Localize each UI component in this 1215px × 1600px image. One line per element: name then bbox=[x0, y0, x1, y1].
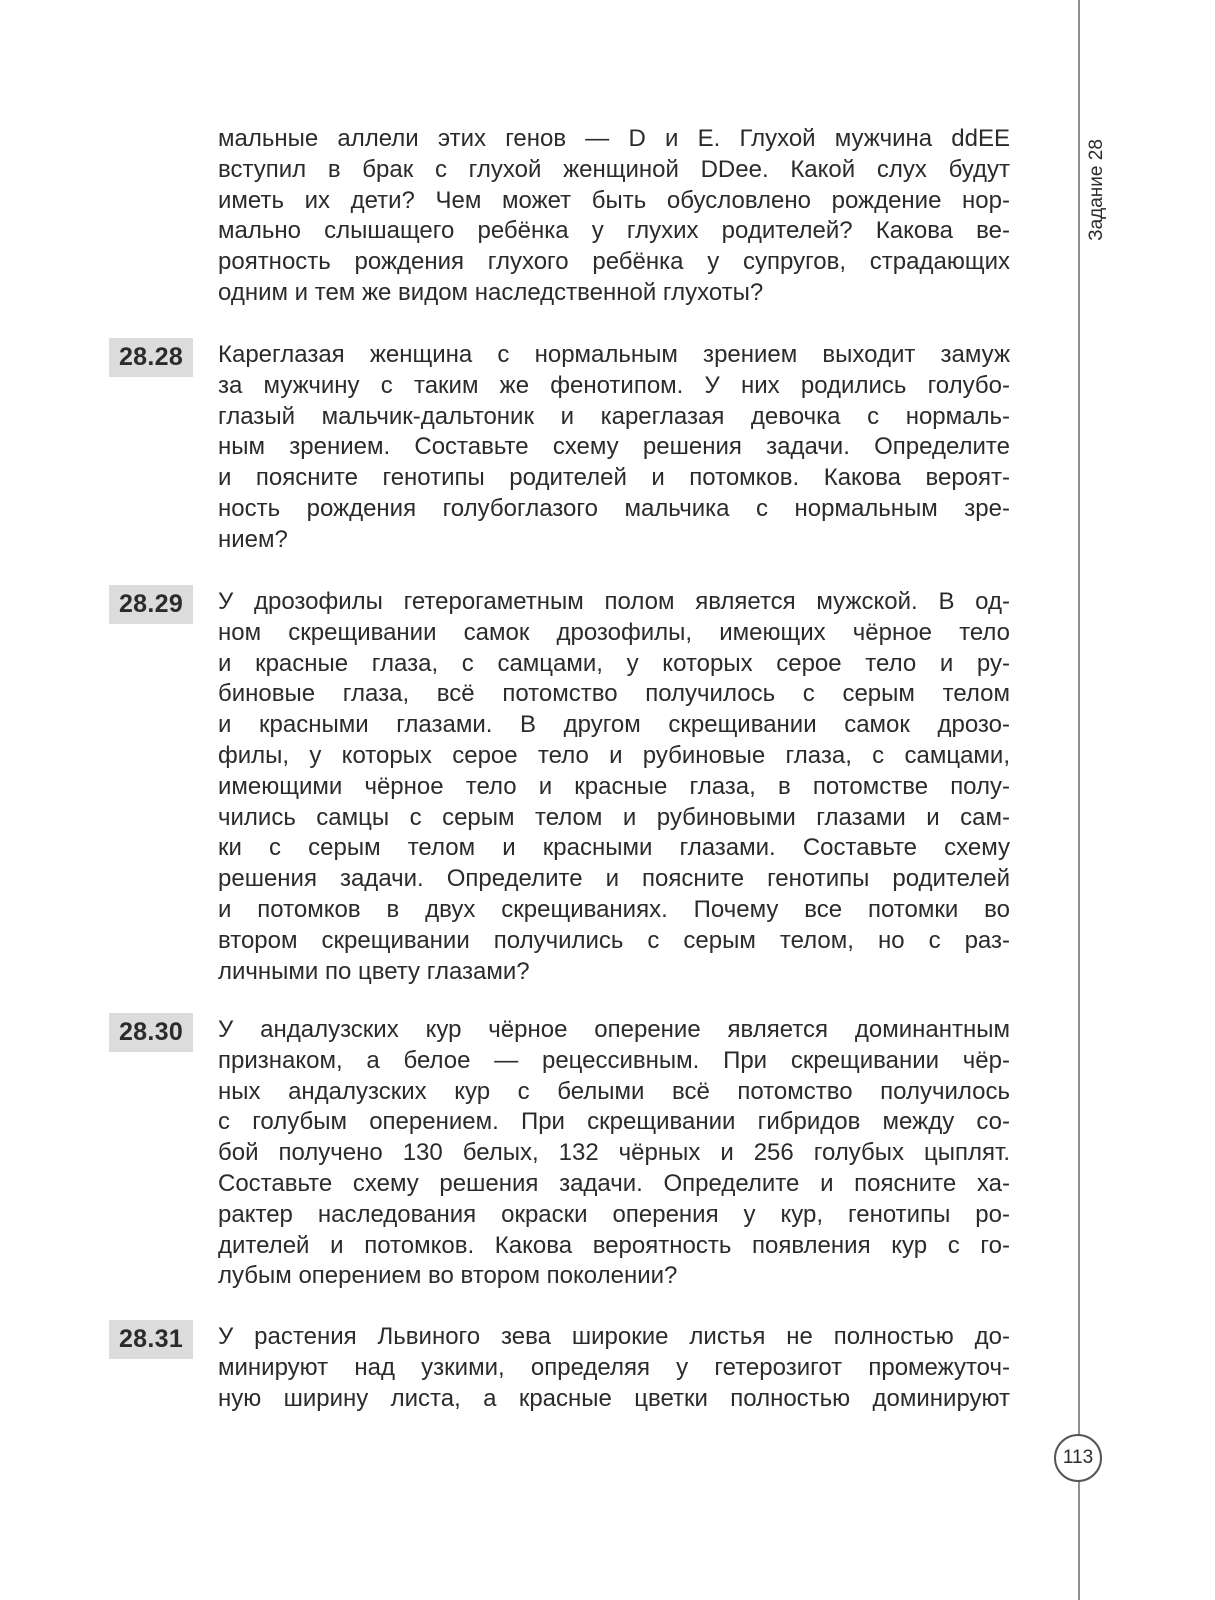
text-line: мальные аллели этих генов — D и Е. Глухой мужчина ddEE bbox=[218, 125, 1010, 152]
text-line: решения задачи. Определите и поясните генотипы родителей bbox=[218, 865, 1010, 893]
text-line: и потомков в двух скрещиваниях. Почему все потомки во bbox=[218, 895, 1010, 923]
text-line: дителей и потомков. Какова вероятность появления кур с го- bbox=[218, 1231, 1010, 1259]
text-line: У андалузских кур чёрное оперение является доминантным bbox=[218, 1016, 1010, 1043]
text-line: нием? bbox=[218, 525, 288, 553]
text-line: ным зрением. Составьте схему решения задачи. Определите bbox=[218, 433, 1010, 461]
task-text bbox=[218, 587, 1010, 987]
text-line: рактер наследования окраски оперения у кур, генотипы ро- bbox=[218, 1200, 1010, 1228]
task-number-badge: 28.30 bbox=[109, 1013, 193, 1052]
text-line: втором скрещивании получились с серым телом, но с раз- bbox=[218, 926, 1010, 954]
text-line: ки с серым телом и красными глазами. Составьте схему bbox=[218, 834, 1010, 862]
text-line: бой получено 130 белых, 132 чёрных и 256 голубых цыплят. bbox=[218, 1139, 1010, 1167]
text-line: одним и тем же видом наследственной глухоты? bbox=[218, 278, 764, 306]
task-text bbox=[218, 340, 1010, 556]
text-line: Составьте схему решения задачи. Определите и поясните ха- bbox=[218, 1169, 1010, 1197]
task-number-badge: 28.28 bbox=[109, 338, 193, 377]
text-line: ных андалузских кур с белыми всё потомство получилось bbox=[218, 1077, 1010, 1105]
text-line: У растения Львиного зева широкие листья не полностью до- bbox=[218, 1323, 1010, 1350]
text-line: имеющими чёрное тело и красные глаза, в потомстве полу- bbox=[218, 772, 1010, 800]
task-text bbox=[218, 1015, 1010, 1292]
task-number-badge: 28.29 bbox=[109, 585, 193, 624]
text-line: иметь их дети? Чем может быть обусловлено рождение нор- bbox=[218, 186, 1010, 214]
margin-divider bbox=[1078, 0, 1080, 1600]
text-line: и поясните генотипы родителей и потомков. Какова вероят- bbox=[218, 464, 1010, 492]
text-line: вступил в брак с глухой женщиной DDee. Какой слух будут bbox=[218, 155, 1010, 183]
text-line: признаком, а белое — рецессивным. При скрещивании чёр- bbox=[218, 1046, 1010, 1074]
text-line: минируют над узкими, определяя у гетерозигот промежуточ- bbox=[218, 1353, 1010, 1381]
text-line: личными по цвету глазами? bbox=[218, 957, 530, 985]
text-line: У дрозофилы гетерогаметным полом является мужской. В од- bbox=[218, 588, 1010, 615]
text-line: роятность рождения глухого ребёнка у супругов, страдающих bbox=[218, 248, 1010, 276]
text-line: ность рождения голубоглазого мальчика с нормальным зре- bbox=[218, 494, 1010, 522]
text-line: лубым оперением во втором поколении? bbox=[218, 1262, 678, 1290]
task-number-badge: 28.31 bbox=[109, 1320, 193, 1359]
text-line: Кареглазая женщина с нормальным зрением выходит замуж bbox=[218, 341, 1010, 368]
page-number: 113 bbox=[1054, 1434, 1102, 1482]
task-text bbox=[218, 1322, 1010, 1414]
text-line: и красные глаза, с самцами, у которых серое тело и ру- bbox=[218, 649, 1010, 677]
text-line: ном скрещивании самок дрозофилы, имеющих чёрное тело bbox=[218, 618, 1010, 646]
text-line: филы, у которых серое тело и рубиновые глаза, с самцами, bbox=[218, 741, 1010, 769]
text-line: за мужчину с таким же фенотипом. У них родились голубо- bbox=[218, 371, 1010, 399]
text-line: глазый мальчик-дальтоник и кареглазая девочка с нормаль- bbox=[218, 402, 1010, 430]
section-label: Задание 28 bbox=[1086, 139, 1107, 241]
text-line: биновые глаза, всё потомство получилось с серым телом bbox=[218, 680, 1010, 708]
text-line: ную ширину листа, а красные цветки полностью доминируют bbox=[218, 1384, 1010, 1412]
text-line: чились самцы с серым телом и рубиновыми глазами и сам- bbox=[218, 803, 1010, 831]
intro-paragraph bbox=[218, 124, 1010, 309]
text-line: с голубым оперением. При скрещивании гибридов между со- bbox=[218, 1108, 1010, 1136]
text-line: мально слышащего ребёнка у глухих родителей? Какова ве- bbox=[218, 217, 1010, 245]
text-line: и красными глазами. В другом скрещивании самок дрозо- bbox=[218, 711, 1010, 739]
